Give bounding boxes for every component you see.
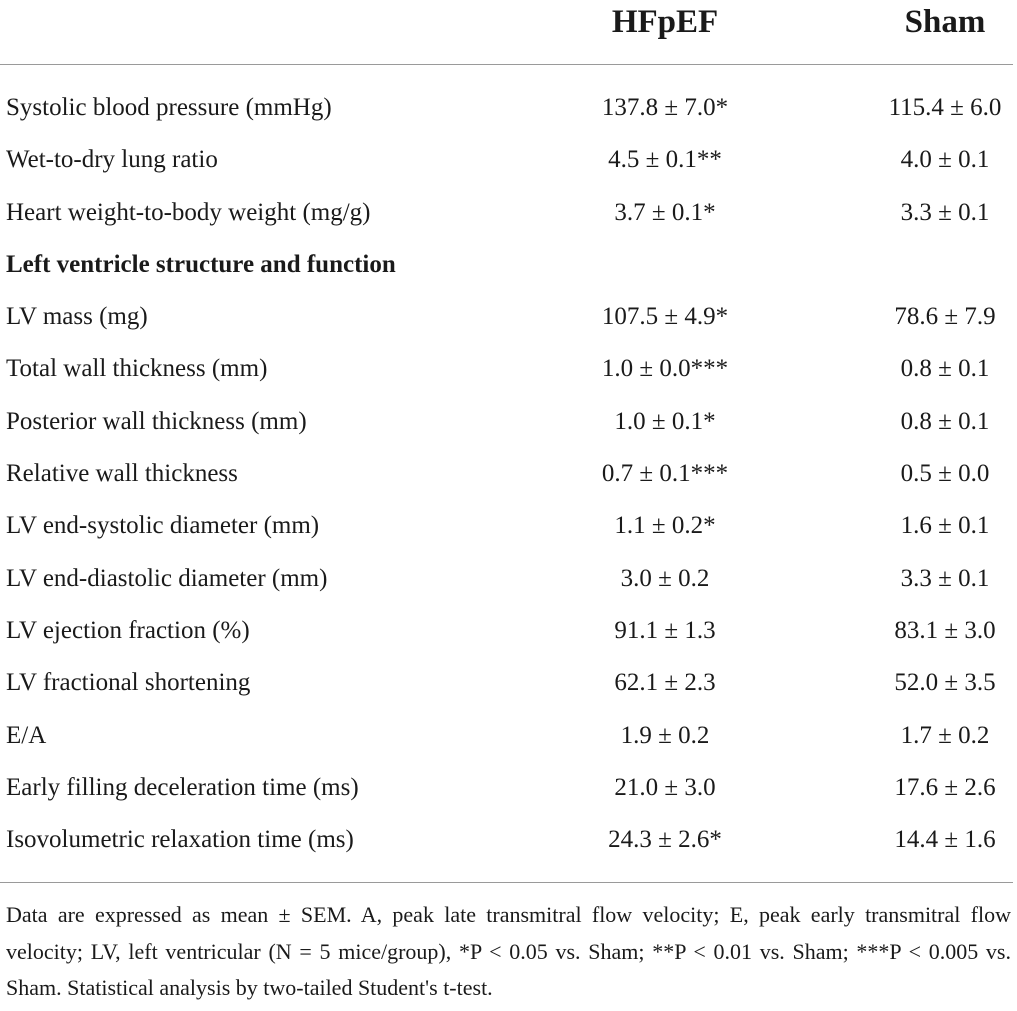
row-label: Isovolumetric relaxation time (ms) bbox=[6, 826, 354, 854]
table-row bbox=[0, 710, 1017, 762]
row-label: Heart weight-to-body weight (mg/g) bbox=[6, 198, 371, 226]
table-row bbox=[0, 657, 1017, 709]
hfpef-value: 0.7 ± 0.1*** bbox=[601, 460, 729, 488]
sham-value: 115.4 ± 6.0 bbox=[888, 94, 1002, 121]
footer-divider bbox=[0, 882, 1013, 883]
hfpef-value: 3.7 ± 0.1* bbox=[614, 198, 716, 226]
row-label: Wet-to-dry lung ratio bbox=[6, 146, 218, 174]
section-heading-row bbox=[0, 239, 1017, 291]
table-header bbox=[0, 0, 1017, 48]
table-row bbox=[0, 291, 1017, 343]
sham-value: 3.3 ± 0.1 bbox=[900, 198, 990, 226]
hfpef-value: 91.1 ± 1.3 bbox=[614, 616, 716, 644]
table-row bbox=[0, 134, 1017, 186]
sham-value: 14.4 ± 1.6 bbox=[894, 826, 996, 854]
hfpef-value: 21.0 ± 3.0 bbox=[614, 773, 716, 801]
sham-value: 83.1 ± 3.0 bbox=[894, 616, 996, 644]
hfpef-value: 3.0 ± 0.2 bbox=[620, 564, 710, 592]
table-row bbox=[0, 500, 1017, 552]
sham-value: 17.6 ± 2.6 bbox=[894, 773, 996, 801]
hfpef-value: 1.0 ± 0.1* bbox=[614, 407, 716, 435]
row-label: LV mass (mg) bbox=[6, 303, 148, 331]
sham-value: 52.0 ± 3.5 bbox=[894, 669, 996, 697]
sham-value: 0.5 ± 0.0 bbox=[900, 460, 990, 488]
row-label: LV end-diastolic diameter (mm) bbox=[6, 564, 328, 592]
section-heading: Left ventricle structure and function bbox=[6, 250, 396, 278]
table-row bbox=[0, 82, 1017, 134]
row-label: LV ejection fraction (%) bbox=[6, 616, 250, 644]
table-row bbox=[0, 814, 1017, 866]
table-row bbox=[0, 343, 1017, 395]
table-footnote: Data are expressed as mean ± SEM. A, peak late transmitral flow velocity; E, peak early transmitral flow velocity; LV, left ventricular (N = 5 mice/group), *P < 0.05 vs. Sham; **P < 0.01 vs. Sham; ***P < 0.005 vs. Sham. Statistical analysis by two-tailed Student's t-test. bbox=[6, 902, 1011, 1000]
row-label: LV end-systolic diameter (mm) bbox=[6, 512, 320, 540]
sham-value: 0.8 ± 0.1 bbox=[900, 355, 990, 383]
table-body bbox=[0, 82, 1017, 866]
column-header-hfpef: HFpEF bbox=[611, 4, 719, 40]
row-label: E/A bbox=[6, 721, 47, 749]
sham-value: 3.3 ± 0.1 bbox=[900, 564, 990, 592]
table-row bbox=[0, 187, 1017, 239]
row-label: Systolic blood pressure (mmHg) bbox=[6, 94, 332, 121]
hfpef-value: 1.1 ± 0.2* bbox=[614, 512, 716, 540]
hfpef-value: 1.0 ± 0.0*** bbox=[601, 355, 729, 383]
hfpef-value: 62.1 ± 2.3 bbox=[614, 669, 716, 697]
row-label: LV fractional shortening bbox=[6, 669, 251, 697]
row-label: Early filling deceleration time (ms) bbox=[6, 773, 359, 801]
hfpef-value: 4.5 ± 0.1** bbox=[608, 146, 722, 174]
row-label: Relative wall thickness bbox=[6, 460, 238, 488]
table-row bbox=[0, 396, 1017, 448]
sham-value: 4.0 ± 0.1 bbox=[900, 146, 990, 174]
table-row bbox=[0, 762, 1017, 814]
hfpef-value: 1.9 ± 0.2 bbox=[620, 721, 710, 749]
hfpef-value: 137.8 ± 7.0* bbox=[601, 94, 729, 121]
header-divider bbox=[0, 64, 1013, 65]
sham-value: 1.7 ± 0.2 bbox=[900, 721, 990, 749]
column-header-sham: Sham bbox=[904, 4, 986, 40]
hfpef-value: 107.5 ± 4.9* bbox=[601, 303, 729, 331]
sham-value: 1.6 ± 0.1 bbox=[900, 512, 990, 540]
row-label: Total wall thickness (mm) bbox=[6, 355, 268, 383]
hfpef-value: 24.3 ± 2.6* bbox=[608, 826, 722, 854]
sham-value: 78.6 ± 7.9 bbox=[894, 303, 996, 331]
sham-value: 0.8 ± 0.1 bbox=[900, 407, 990, 435]
row-label: Posterior wall thickness (mm) bbox=[6, 407, 307, 435]
table-row bbox=[0, 553, 1017, 605]
table-row bbox=[0, 605, 1017, 657]
table-row bbox=[0, 448, 1017, 500]
